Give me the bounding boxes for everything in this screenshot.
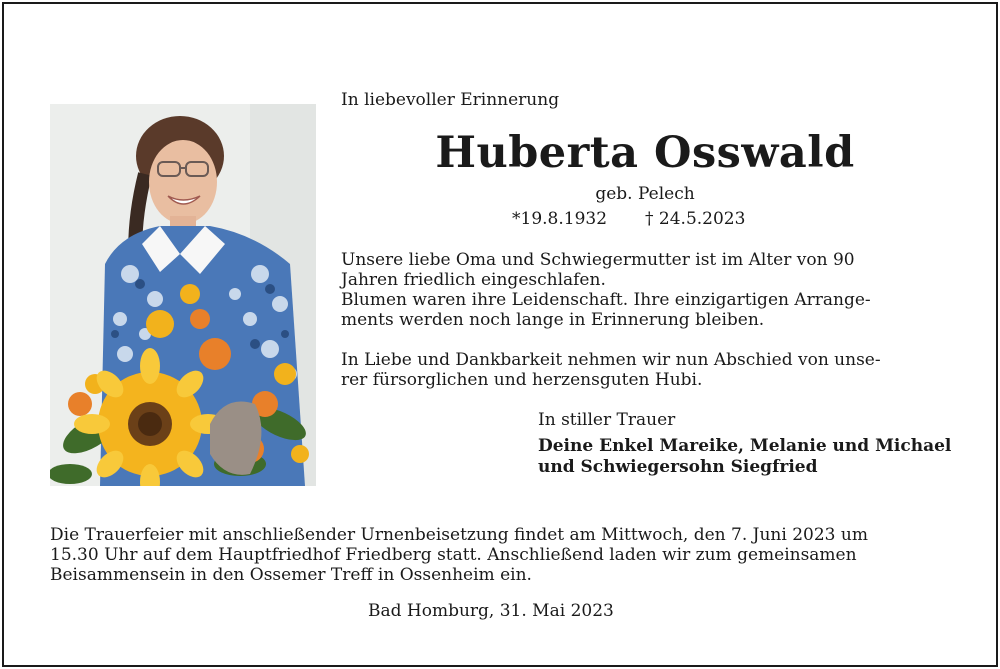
place-and-date: Bad Homburg, 31. Mai 2023 (368, 601, 614, 621)
intro-line: In liebevoller Erinnerung (341, 90, 560, 110)
signer-line: Deine Enkel Mareike, Melanie und Michael (538, 436, 952, 456)
deceased-name: Huberta Osswald (435, 128, 855, 178)
text-line: ments werden noch lange in Erinnerung bleiben. (341, 310, 765, 330)
text-line: rer fürsorglichen und herzensguten Hubi. (341, 370, 703, 390)
mourning-label: In stiller Trauer (538, 410, 676, 430)
signer-line: und Schwiegersohn Siegfried (538, 457, 818, 477)
text-line: Blumen waren ihre Leidenschaft. Ihre einzigartigen Arrange- (341, 290, 871, 310)
birth-name: geb. Pelech (595, 184, 695, 204)
text-line: Die Trauerfeier mit anschließender Urnenbeisetzung findet am Mittwoch, den 7. Juni 2023 um (50, 525, 868, 545)
death-date: † 24.5.2023 (645, 209, 746, 229)
signers (538, 436, 951, 478)
text-line: Jahren friedlich eingeschlafen. (341, 270, 606, 290)
text-line: 15.30 Uhr auf dem Hauptfriedhof Friedberg statt. Anschließend laden wir zum gemeinsamen (50, 545, 857, 565)
text-line: In Liebe und Dankbarkeit nehmen wir nun Abschied von unse- (341, 350, 881, 370)
portrait-photo (50, 104, 316, 486)
farewell-paragraph (341, 350, 949, 390)
birth-date: *19.8.1932 (512, 209, 608, 229)
tribute-paragraph (341, 250, 949, 330)
text-line: Beisammensein in den Ossemer Treff in Ossenheim ein. (50, 565, 532, 585)
funeral-info (50, 525, 945, 585)
text-line: Unsere liebe Oma und Schwiegermutter ist im Alter von 90 (341, 250, 855, 270)
